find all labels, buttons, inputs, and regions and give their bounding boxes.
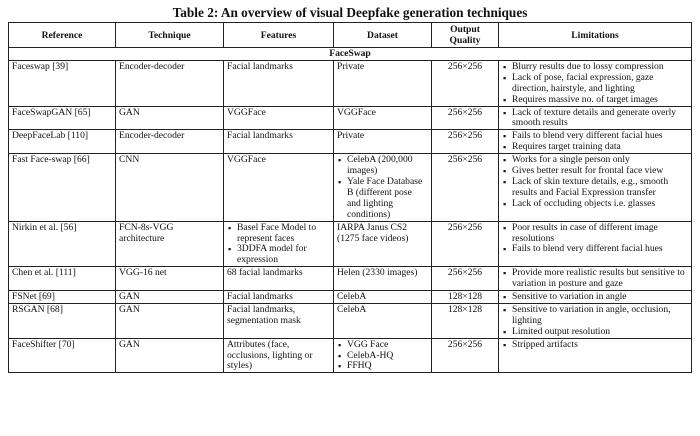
cell-technique: Encoder-decoder — [116, 130, 224, 154]
section-title: FaceSwap — [9, 48, 692, 61]
cell-technique: FCN-8s-VGG architecture — [116, 221, 224, 267]
header-features: Features — [224, 23, 334, 48]
dataset-item: ▪ VGG Face — [337, 340, 428, 351]
cell-technique: Encoder-decoder — [116, 60, 224, 106]
cell-technique: GAN — [116, 338, 224, 373]
cell-dataset: CelebA — [334, 303, 432, 338]
cell-dataset: Helen (2330 images) — [334, 267, 432, 291]
feature-item: ▪ Basel Face Model to represent faces — [227, 223, 330, 245]
cell-features: VGGFace — [224, 106, 334, 130]
cell-limitations — [499, 106, 692, 130]
table-row — [9, 154, 692, 221]
cell-limitations — [499, 267, 692, 291]
cell-technique: GAN — [116, 303, 224, 338]
cell-dataset — [334, 154, 432, 221]
cell-limitations — [499, 338, 692, 373]
cell-limitations — [499, 154, 692, 221]
cell-quality: 256×256 — [432, 60, 499, 106]
cell-quality: 256×256 — [432, 221, 499, 267]
cell-limitations — [499, 291, 692, 304]
header-technique: Technique — [116, 23, 224, 48]
cell-quality: 256×256 — [432, 106, 499, 130]
section-row — [9, 48, 692, 61]
dataset-item: ▪ FFHQ — [337, 361, 428, 372]
dataset-item: ▪ Yale Face Database B (different pose and lighting conditions) — [337, 177, 428, 221]
table-caption: Table 2: An overview of visual Deepfake generation techniques — [172, 5, 528, 20]
cell-quality: 256×256 — [432, 154, 499, 221]
limitation-item: ▪ Fails to blend very different facial hues — [502, 131, 688, 142]
cell-reference: Faceswap [39] — [9, 60, 116, 106]
dataset-item: ▪ CelebA-HQ — [337, 351, 428, 362]
limitation-item: ▪ Lack of skin texture details, e.g., smooth results and Facial Expression transfer — [502, 177, 688, 199]
header-row — [9, 23, 692, 48]
cell-dataset: Private — [334, 130, 432, 154]
limitation-item: ▪ Requires massive no. of target images — [502, 95, 688, 106]
cell-reference: Chen et al. [111] — [9, 267, 116, 291]
table-row — [9, 303, 692, 338]
header-reference: Reference — [9, 23, 116, 48]
cell-technique: VGG-16 net — [116, 267, 224, 291]
cell-limitations — [499, 60, 692, 106]
table-row — [9, 221, 692, 267]
cell-dataset: VGGFace — [334, 106, 432, 130]
cell-features: VGGFace — [224, 154, 334, 221]
cell-reference: FaceShifter [70] — [9, 338, 116, 373]
limitation-item: ▪ Lack of pose, facial expression, gaze direction, hairstyle, and lighting — [502, 73, 688, 95]
table-row — [9, 60, 692, 106]
cell-features — [224, 221, 334, 267]
cell-features: Attributes (face, occlusions, lighting or styles) — [224, 338, 334, 373]
cell-dataset: IARPA Janus CS2 (1275 face videos) — [334, 221, 432, 267]
cell-features: Facial landmarks — [224, 60, 334, 106]
limitation-item: ▪ Works for a single person only — [502, 155, 688, 166]
table-row — [9, 267, 692, 291]
cell-technique: GAN — [116, 106, 224, 130]
cell-reference: RSGAN [68] — [9, 303, 116, 338]
table-row — [9, 130, 692, 154]
table-row — [9, 338, 692, 373]
cell-dataset — [334, 338, 432, 373]
cell-features: Facial landmarks — [224, 291, 334, 304]
limitation-item: ▪ Lack of texture details and generate overly smooth results — [502, 108, 688, 130]
cell-dataset: Private — [334, 60, 432, 106]
limitation-item: ▪ Sensitive to variation in angle, occlusion, lighting — [502, 305, 688, 327]
cell-reference: FSNet [69] — [9, 291, 116, 304]
limitation-item: ▪ Requires target training data — [502, 142, 688, 153]
limitation-item: ▪ Poor results in case of different image resolutions — [502, 223, 688, 245]
limitation-item: ▪ Sensitive to variation in angle — [502, 292, 688, 303]
cell-quality: 128×128 — [432, 303, 499, 338]
header-limitations: Limitations — [499, 23, 692, 48]
limitation-item: ▪ Limited output resolution — [502, 327, 688, 338]
header-output-quality: Output Quality — [432, 23, 499, 48]
cell-features: Facial landmarks — [224, 130, 334, 154]
limitation-item: ▪ Stripped artifacts — [502, 340, 688, 351]
cell-limitations — [499, 130, 692, 154]
cell-technique: GAN — [116, 291, 224, 304]
limitation-item: ▪ Gives better result for frontal face view — [502, 166, 688, 177]
cell-quality: 128×128 — [432, 291, 499, 304]
cell-limitations — [499, 303, 692, 338]
cell-features: Facial landmarks, segmentation mask — [224, 303, 334, 338]
feature-item: ▪ 3DDFA model for expression — [227, 244, 330, 266]
cell-quality: 256×256 — [432, 338, 499, 373]
table-row — [9, 106, 692, 130]
cell-reference: FaceSwapGAN [65] — [9, 106, 116, 130]
cell-quality: 256×256 — [432, 130, 499, 154]
cell-reference: Fast Face-swap [66] — [9, 154, 116, 221]
cell-limitations — [499, 221, 692, 267]
limitation-item: ▪ Provide more realistic results but sensitive to variation in posture and gaze — [502, 268, 688, 290]
cell-reference: DeepFaceLab [110] — [9, 130, 116, 154]
limitation-item: ▪ Fails to blend very different facial hues — [502, 244, 688, 255]
limitation-item: ▪ Lack of occluding objects i.e. glasses — [502, 199, 688, 210]
dataset-item: ▪ CelebA (200,000 images) — [337, 155, 428, 177]
header-dataset: Dataset — [334, 23, 432, 48]
cell-quality: 256×256 — [432, 267, 499, 291]
cell-reference: Nirkin et al. [56] — [9, 221, 116, 267]
cell-features: 68 facial landmarks — [224, 267, 334, 291]
deepfake-techniques-table — [8, 22, 692, 373]
limitation-item: ▪ Blurry results due to lossy compression — [502, 62, 688, 73]
table-row — [9, 291, 692, 304]
cell-technique: CNN — [116, 154, 224, 221]
cell-dataset: CelebA — [334, 291, 432, 304]
